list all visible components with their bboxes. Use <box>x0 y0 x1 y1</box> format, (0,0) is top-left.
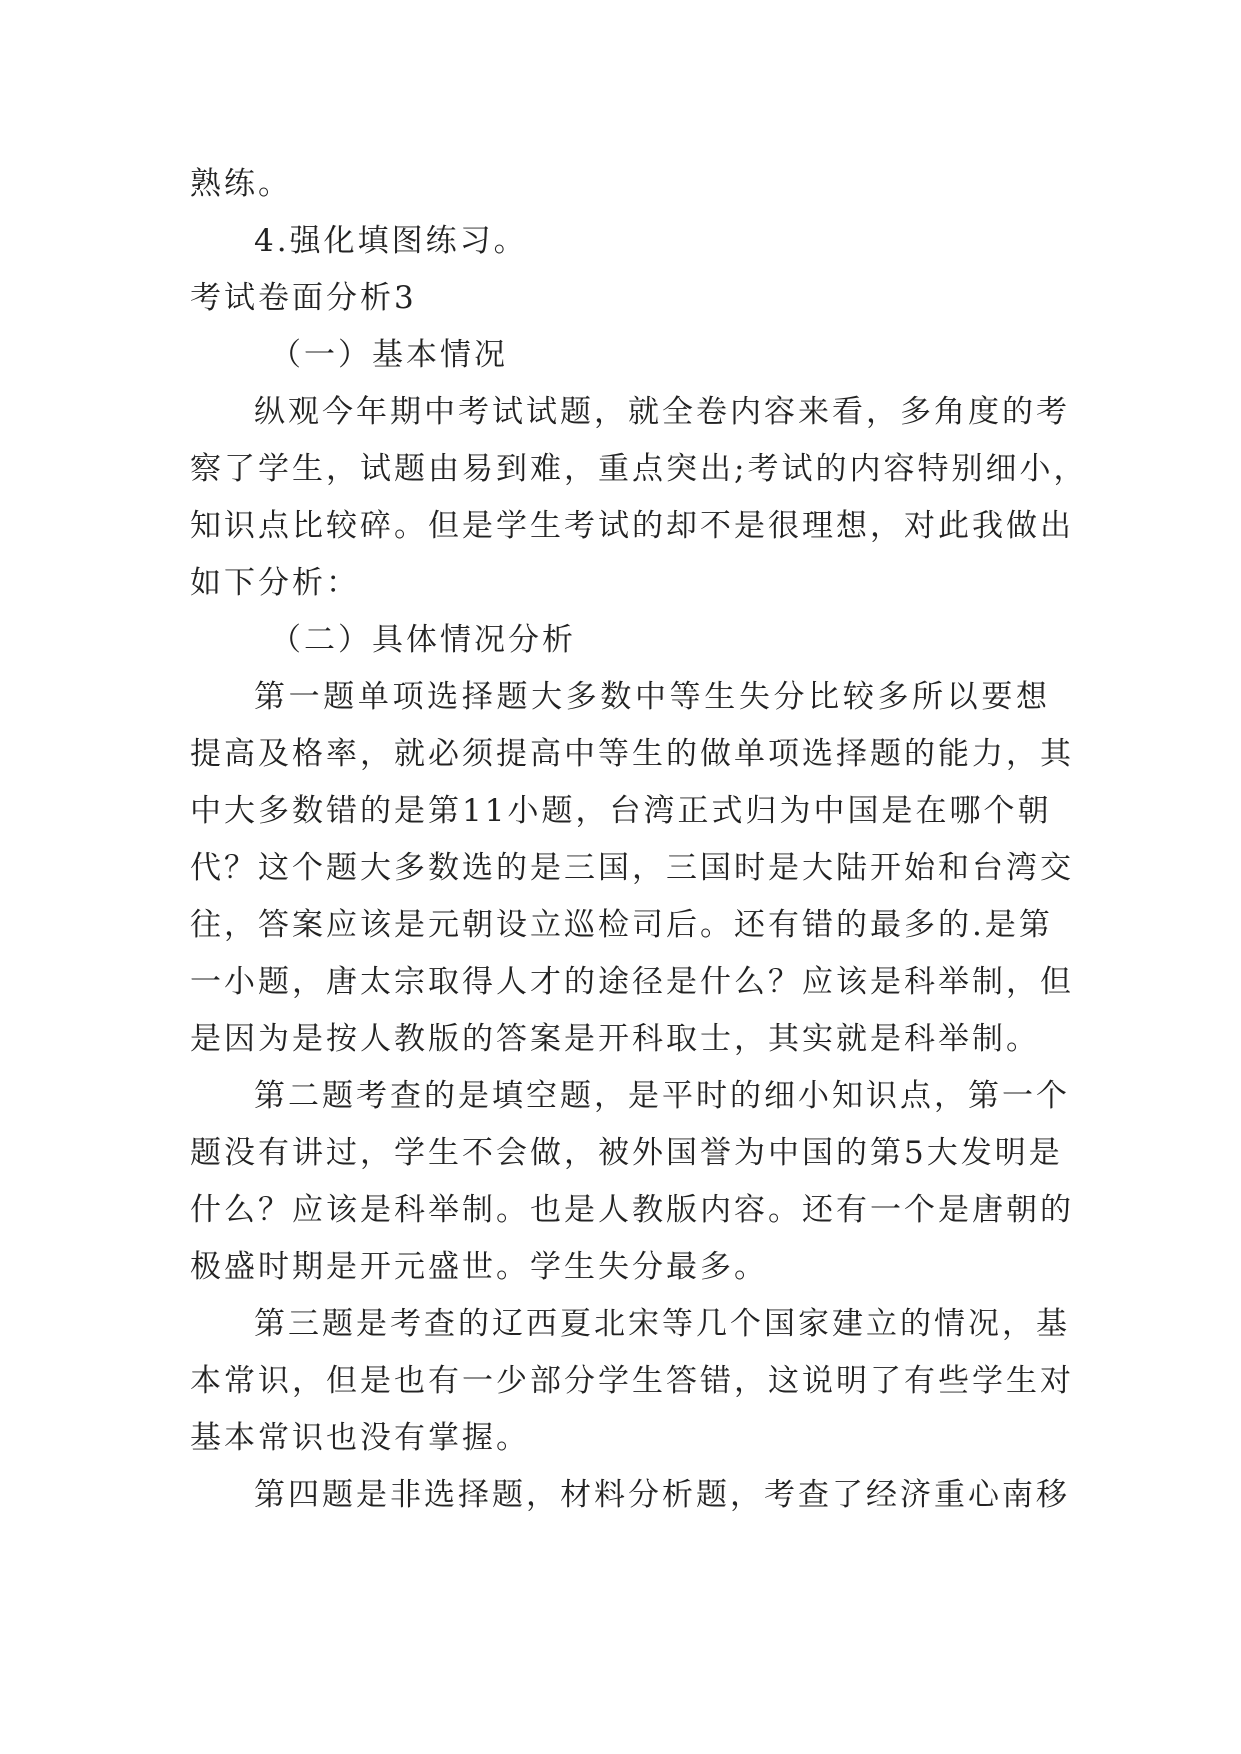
text-line: （一）基本情况 <box>270 337 508 373</box>
text-line: 什么？应该是科举制。也是人教版内容。还有一个是唐朝的 <box>190 1192 1074 1228</box>
text-line: 纵观今年期中考试试题，就全卷内容来看，多角度的考 <box>254 394 1070 430</box>
text-line: 知识点比较碎。但是学生考试的却不是很理想，对此我做出 <box>190 508 1074 544</box>
text-line: 代？这个题大多数选的是三国，三国时是大陆开始和台湾交 <box>190 850 1074 886</box>
text-line: 考试卷面分析3 <box>190 280 417 316</box>
text-line: 第二题考查的是填空题，是平时的细小知识点，第一个 <box>254 1078 1070 1114</box>
text-line: 4.强化填图练习。 <box>254 223 528 259</box>
document-page <box>190 156 1088 1524</box>
text-line: 如下分析： <box>190 565 360 601</box>
text-line: （二）具体情况分析 <box>270 622 576 658</box>
text-line: 第三题是考查的辽西夏北宋等几个国家建立的情况，基 <box>254 1306 1070 1342</box>
text-line: 往，答案应该是元朝设立巡检司后。还有错的最多的.是第 <box>190 907 1053 943</box>
text-line: 中大多数错的是第11小题，台湾正式归为中国是在哪个朝 <box>190 793 1052 829</box>
text-line: 第一题单项选择题大多数中等生失分比较多所以要想 <box>254 679 1050 715</box>
text-line: 是因为是按人教版的答案是开科取士，其实就是科举制。 <box>190 1021 1040 1057</box>
text-line: 察了学生，试题由易到难，重点突出;考试的内容特别细小， <box>190 451 1088 487</box>
text-line: 极盛时期是开元盛世。学生失分最多。 <box>190 1249 768 1285</box>
text-line: 题没有讲过，学生不会做，被外国誉为中国的第5大发明是 <box>190 1135 1063 1171</box>
text-line: 基本常识也没有掌握。 <box>190 1420 530 1456</box>
text-line: 熟练。 <box>190 166 292 202</box>
text-line: 一小题，唐太宗取得人才的途径是什么？应该是科举制，但 <box>190 964 1074 1000</box>
text-line: 提高及格率，就必须提高中等生的做单项选择题的能力，其 <box>190 736 1074 772</box>
text-line: 第四题是非选择题，材料分析题，考查了经济重心南移 <box>254 1477 1070 1513</box>
text-line: 本常识，但是也有一少部分学生答错，这说明了有些学生对 <box>190 1363 1074 1399</box>
